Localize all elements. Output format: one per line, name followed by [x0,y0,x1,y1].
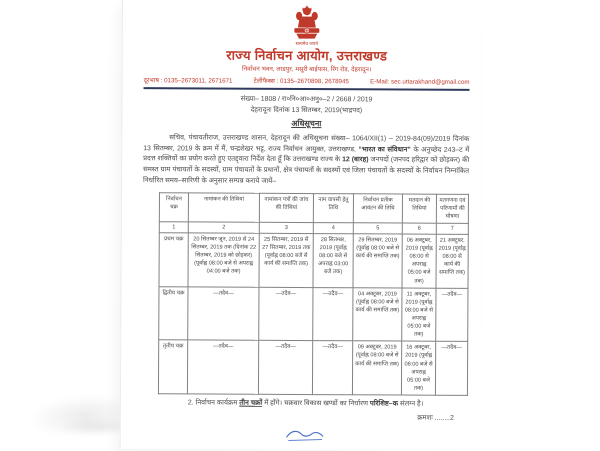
org-address: निर्वाचन भवन, लाडपुर, मसूरी बाईपास, रिंग रोड, देहरादून। [241,65,372,74]
email-address: E-Mail: sec.uttarakhand@gmail.com [370,78,470,87]
table-header-cell: मतदान की तिथियां [402,194,436,224]
table-cell: —तदैव— [259,287,313,341]
para-bold-constitution: “भारत का संविधान” [358,146,411,154]
column-number-cell: 6 [402,223,436,234]
table-cell: 06 अक्टूबर, 2019 (पूर्वाह्न 08:00 से अपराह्न 05:00 बजे तक) [402,234,436,288]
table-header-cell: नामांकन की तिथियां [188,192,259,222]
table-cell: 11 अक्टूबर, 2019 (पूर्वाह्न 08:00 बजे से अपराह्न 05:00 बजे तक) [402,288,436,342]
footnote-emphasis: परिशिष्ट–क [369,400,399,408]
table-header-cell: नामांकन पत्रों की जांच की तिथियां [259,193,313,223]
notification-paragraph [143,133,469,188]
table-cell: —तदैव— [436,288,468,342]
document-content [121,0,481,450]
scanned-document-page [120,0,481,451]
table-header-cell: निर्वाचन चक्र [159,192,188,221]
phase-label-cell: द्वितीय चक्र [159,286,188,340]
footnote-text: 2. निर्वाचन कार्यक्रम [187,399,240,407]
table-header-row [159,192,468,223]
place-date-line: देहरादूनः दिनांक 13 सितम्बर, 2019(भाद्रपद) [250,106,363,114]
table-cell: —तदैव— [313,287,353,341]
column-number-cell: 1 [159,222,188,233]
table-cell: —तदैव— [435,341,467,395]
signature-mark [284,428,326,444]
table-cell: —तदैव— [258,341,312,395]
ashoka-emblem-icon [290,5,324,48]
letterhead [144,4,470,50]
org-name: राज्य निर्वाचन आयोग, उत्तराखण्ड [226,47,388,64]
table-cell: 04 अक्टूबर, 2019 (पूर्वाह्न 08:00 बजे से कार्य की समाप्ति तक) [353,287,402,341]
table-cell: 25 सितम्बर, 2019 से 27 सितम्बर, 2019 तक (पूर्वाह्न 08:00 बजे से कार्य की समाप्ति तक) [259,233,313,287]
election-schedule-table [158,192,469,396]
notification-title: अधिसूचना [291,118,322,129]
table-header-cell: निर्वाचन प्रतीक आवंटन की तिथि [353,193,402,223]
table-row-phase-2 [159,286,468,341]
reference-block [143,94,469,116]
footnote-emphasis: तीन चक्रों [239,399,263,407]
footnote [142,398,468,410]
footnote-text: संलग्न है। [398,400,424,408]
table-cell: —तदैव— [312,341,352,395]
table-header-cell: नाम वापसी हेतु तिथि [313,193,353,223]
continuation-marker: क्रमशः ........2 [417,414,454,423]
column-number-cell: 2 [188,222,259,233]
contact-row [144,75,470,86]
para-text: के अनुच्छेद 243–ट में प्रदत्त शक्तियों का प्रयोग करते हुए एतद्द्वारा निर्देश देता हूँ कि उत्तराखण्ड राज्य के [143,146,470,164]
table-cell: 29 सितम्बर, 2019 (पूर्वाह्न 08:00 बजे से कार्य की समाप्ति तक) [353,234,402,288]
para-text: जनपदों (जनपद हरिद्वार को छोड़कर) की समस्त ग्राम पंचायतों के सदस्यों, ग्राम पंचायतों के प्रधानों, क्षेत्र पंचायतों के सदस्यों एवं जिला पंचायतों के सदस्यों के निर्वाचन निम्नांकित निर्धारित समय–सारिणी के अनुसार सम्पन्न कराये जायें– [143,156,470,185]
para-bold-districts: 12 (बारह) [342,156,369,164]
table-cell: 20 सितम्बर जून, 2019 से 24 सितम्बर, 2019 तक (दिनांक 22 सितम्बर, 2019 को छोड़कर) (पूर्वाह्न 08:00 बजे से अपराह्न 04:00 बजे तक) [188,233,259,287]
signature-area [142,427,468,450]
phase-label-cell: तृतीय चक्र [158,340,187,394]
table-cell: 16 अक्टूबर, 2019 (पूर्वाह्न 08:00 बजे से अपराह्न 05:00 बजे तक) [401,341,435,395]
fax-numbers: टेलीफैक्स : 0135–2670898, 2678945 [253,78,349,86]
phase-label-cell: प्रथम चक्र [159,233,188,287]
table-cell: —तदैव— [187,340,258,394]
table-cell: 21 अक्टूबर, 2019 (पूर्वाह्न 08:00 से कार्य की समाप्ति तक) [436,234,468,288]
column-number-cell: 5 [353,223,402,234]
column-number-cell: 3 [259,222,313,233]
column-number-cell: 4 [313,222,353,233]
column-number-cell: 7 [436,223,468,234]
reference-number: संख्या– 1808 / रा०नि०आ०अनु०–2 / 2668 / 2019 [240,95,373,104]
phone-numbers: दूरभाष : 0135–2673011, 2671671 [143,77,233,85]
table-header-cell: मतगणना एवं परिणामों की घोषणा [436,194,468,223]
table-cell: 28 सितम्बर, 2019 (पूर्वाह्न 08:00 बजे से अपराह्न 03:00 बजे तक) [313,234,353,288]
table-row-phase-1 [159,233,468,288]
emblem-motto: सत्यमेव जयते [295,40,318,47]
para-text: सचिव, पंचायतीराज, उत्तराखण्ड शासन, देहरादून की अधिसूचना संख्या– 1064/XII(1) – 2019-84(09)/2019 दिनांक 13 सितम्बर, 2019 के क्रम में मैं, चन्द्रशेखर भट्ट, राज्य निर्वाचन आयुक्त, उत्तराखण्ड, [143,134,470,154]
table-cell: —तदैव— [188,287,259,341]
footnote-text: में होंगे। चक्रवार विकास खण्डों का निर्धारण [262,399,370,408]
table-row-phase-3 [158,340,467,395]
table-cell: 09 अक्टूबर, 2019 (पूर्वाह्न 08:00 बजे से कार्य की समाप्ति तक) [352,341,401,395]
letterhead-rule [144,87,470,91]
